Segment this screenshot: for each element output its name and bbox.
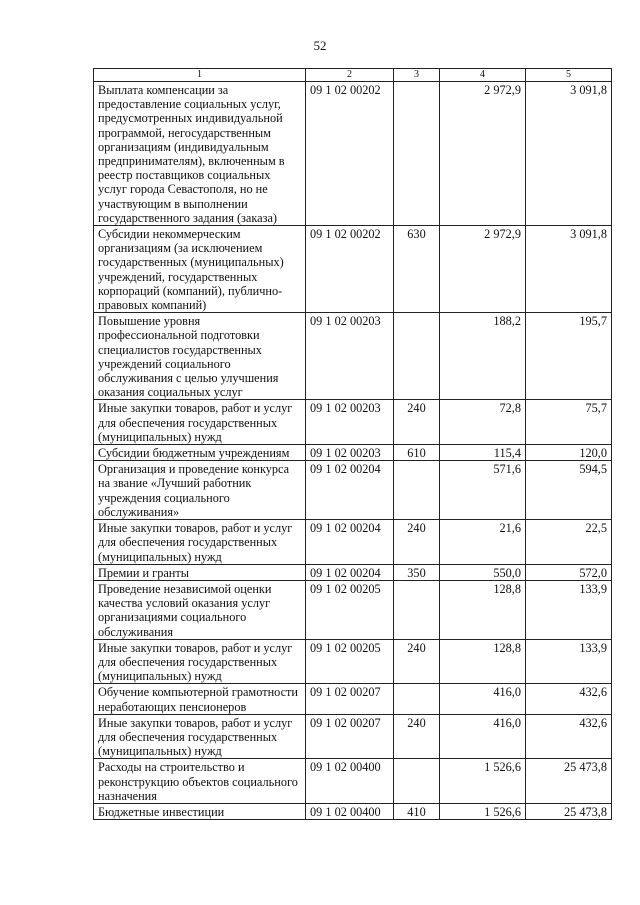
row-name-cell: Субсидии некоммерческим организациям (за исключением государственных (муниципальных) учреждений, государственных корпораций (компаний), публично-правовых компаний) (94, 226, 306, 313)
row-expense-type-cell: 610 (394, 445, 440, 461)
table-row (94, 461, 612, 520)
column-header: 3 (394, 69, 440, 82)
row-amount-year1-cell: 2 972,9 (440, 226, 526, 313)
row-name-cell: Премии и гранты (94, 564, 306, 580)
row-expense-type-cell: 240 (394, 520, 440, 565)
row-name-cell: Бюджетные инвестиции (94, 803, 306, 819)
row-amount-year2-cell: 432,6 (526, 684, 612, 714)
row-amount-year2-cell: 133,9 (526, 580, 612, 639)
row-amount-year1-cell: 188,2 (440, 313, 526, 400)
table-header-row (94, 69, 612, 82)
page-number: 52 (313, 38, 327, 53)
row-name-cell: Расходы на строительство и реконструкцию объектов социального назначения (94, 759, 306, 804)
row-amount-year2-cell: 25 473,8 (526, 759, 612, 804)
row-code-cell: 09 1 02 00204 (306, 461, 394, 520)
row-amount-year2-cell: 75,7 (526, 400, 612, 445)
table-row (94, 400, 612, 445)
row-expense-type-cell: 630 (394, 226, 440, 313)
row-name-cell: Повышение уровня профессиональной подготовки специалистов государственных учреждений социального обслуживания с целью улучшения оказания социальных услуг (94, 313, 306, 400)
row-code-cell: 09 1 02 00202 (306, 226, 394, 313)
row-name-cell: Проведение независимой оценки качества условий оказания услуг организациями социального обслуживания (94, 580, 306, 639)
row-amount-year1-cell: 416,0 (440, 714, 526, 759)
row-code-cell: 09 1 02 00400 (306, 759, 394, 804)
table-row (94, 639, 612, 684)
row-code-cell: 09 1 02 00203 (306, 400, 394, 445)
row-amount-year2-cell: 25 473,8 (526, 803, 612, 819)
row-amount-year2-cell: 432,6 (526, 714, 612, 759)
column-header: 2 (306, 69, 394, 82)
row-amount-year2-cell: 572,0 (526, 564, 612, 580)
row-code-cell: 09 1 02 00400 (306, 803, 394, 819)
row-code-cell: 09 1 02 00203 (306, 313, 394, 400)
row-amount-year1-cell: 550,0 (440, 564, 526, 580)
table-row (94, 445, 612, 461)
row-code-cell: 09 1 02 00202 (306, 82, 394, 226)
table-body (94, 82, 612, 820)
row-expense-type-cell: 240 (394, 400, 440, 445)
row-expense-type-cell (394, 313, 440, 400)
row-code-cell: 09 1 02 00205 (306, 580, 394, 639)
table-row (94, 714, 612, 759)
row-code-cell: 09 1 02 00207 (306, 714, 394, 759)
row-amount-year2-cell: 133,9 (526, 639, 612, 684)
budget-table (93, 68, 612, 820)
table-row (94, 226, 612, 313)
row-amount-year1-cell: 1 526,6 (440, 759, 526, 804)
table-row (94, 520, 612, 565)
row-amount-year1-cell: 416,0 (440, 684, 526, 714)
row-amount-year1-cell: 72,8 (440, 400, 526, 445)
row-amount-year1-cell: 115,4 (440, 445, 526, 461)
row-amount-year1-cell: 571,6 (440, 461, 526, 520)
row-name-cell: Иные закупки товаров, работ и услуг для обеспечения государственных (муниципальных) нужд (94, 714, 306, 759)
row-name-cell: Выплата компенсации за предоставление социальных услуг, предусмотренных индивидуальной программой, негосударственным организациям (индивидуальным предпринимателям), включенным в реестр поставщиков социальных услуг города Севастополя, но не участвующим в выполнении государственного задания (заказа) (94, 82, 306, 226)
row-expense-type-cell (394, 684, 440, 714)
row-code-cell: 09 1 02 00203 (306, 445, 394, 461)
row-name-cell: Организация и проведение конкурса на звание «Лучший работник учреждения социального обслуживания» (94, 461, 306, 520)
row-name-cell: Иные закупки товаров, работ и услуг для обеспечения государственных (муниципальных) нужд (94, 639, 306, 684)
row-code-cell: 09 1 02 00205 (306, 639, 394, 684)
row-expense-type-cell: 240 (394, 714, 440, 759)
row-code-cell: 09 1 02 00204 (306, 520, 394, 565)
row-expense-type-cell (394, 82, 440, 226)
table-row (94, 564, 612, 580)
row-expense-type-cell: 350 (394, 564, 440, 580)
row-code-cell: 09 1 02 00207 (306, 684, 394, 714)
row-amount-year1-cell: 21,6 (440, 520, 526, 565)
row-expense-type-cell (394, 461, 440, 520)
column-header: 5 (526, 69, 612, 82)
row-amount-year2-cell: 3 091,8 (526, 82, 612, 226)
table-row (94, 684, 612, 714)
row-amount-year2-cell: 22,5 (526, 520, 612, 565)
row-expense-type-cell: 410 (394, 803, 440, 819)
column-header: 1 (94, 69, 306, 82)
table-row (94, 313, 612, 400)
row-amount-year2-cell: 195,7 (526, 313, 612, 400)
row-amount-year2-cell: 120,0 (526, 445, 612, 461)
row-amount-year2-cell: 3 091,8 (526, 226, 612, 313)
row-name-cell: Субсидии бюджетным учреждениям (94, 445, 306, 461)
table-row (94, 803, 612, 819)
row-name-cell: Обучение компьютерной грамотности неработающих пенсионеров (94, 684, 306, 714)
table-row (94, 580, 612, 639)
row-expense-type-cell (394, 759, 440, 804)
row-code-cell: 09 1 02 00204 (306, 564, 394, 580)
table-row (94, 759, 612, 804)
row-name-cell: Иные закупки товаров, работ и услуг для обеспечения государственных (муниципальных) нужд (94, 520, 306, 565)
table-row (94, 82, 612, 226)
row-amount-year1-cell: 1 526,6 (440, 803, 526, 819)
row-amount-year1-cell: 128,8 (440, 580, 526, 639)
row-amount-year1-cell: 2 972,9 (440, 82, 526, 226)
row-expense-type-cell: 240 (394, 639, 440, 684)
row-name-cell: Иные закупки товаров, работ и услуг для обеспечения государственных (муниципальных) нужд (94, 400, 306, 445)
row-expense-type-cell (394, 580, 440, 639)
column-header: 4 (440, 69, 526, 82)
row-amount-year1-cell: 128,8 (440, 639, 526, 684)
row-amount-year2-cell: 594,5 (526, 461, 612, 520)
